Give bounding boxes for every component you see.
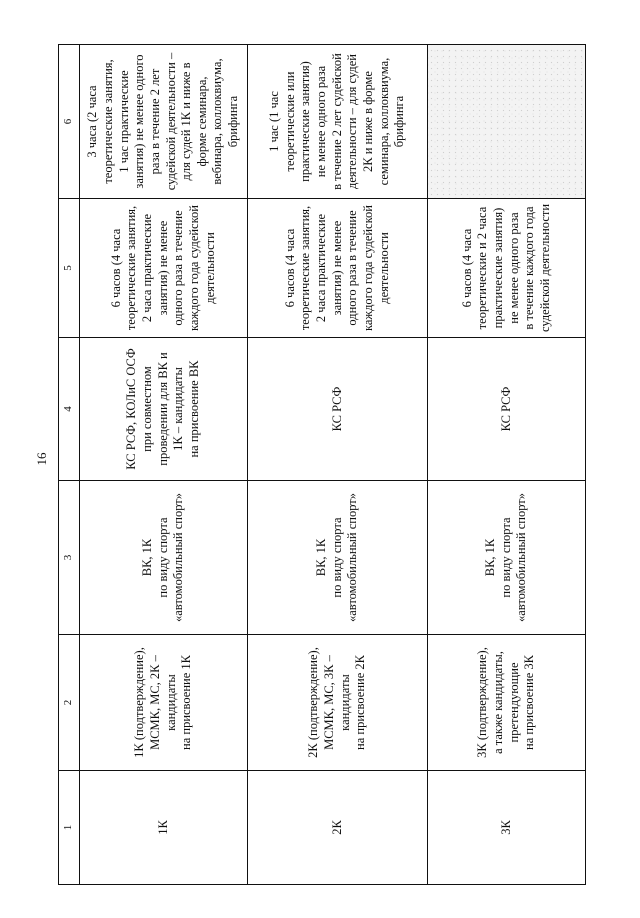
category-cell: 1К [80, 771, 248, 885]
hours-cell: 6 часов (4 часа теоретические занятия, 2 часа практические занятия) не менее одного раза в течение каждого года судейской деятельности [80, 199, 248, 338]
column-number-3: 3 [59, 481, 80, 635]
organizer-cell: КС РСФ [428, 338, 586, 481]
judges-training-table [58, 44, 586, 885]
organizer-cell: КС РСФ, КОЛиС ОСФ при совместном проведении для ВК и 1К – кандидаты на присвоение ВК [80, 338, 248, 481]
shaded-empty-cell [428, 45, 586, 199]
category-cell: 2К [248, 771, 428, 885]
table-row [248, 45, 428, 885]
column-number-2: 2 [59, 635, 80, 771]
instructors-cell: ВК, 1К по виду спорта «автомобильный спорт» [428, 481, 586, 635]
participants-cell: 1К (подтверждение), МСМК, МС, 2К – кандидаты на присвоение 1К [80, 635, 248, 771]
organizer-cell: КС РСФ [248, 338, 428, 481]
column-number-5: 5 [59, 199, 80, 338]
instructors-cell: ВК, 1К по виду спорта «автомобильный спорт» [248, 481, 428, 635]
participants-cell: 3К (подтверждение), а также кандидаты, претендующие на присвоение 3К [428, 635, 586, 771]
instructors-cell: ВК, 1К по виду спорта «автомобильный спорт» [80, 481, 248, 635]
header-row [59, 45, 80, 885]
hours-cell: 6 часов (4 часа теоретические занятия, 2 часа практические занятия) не менее одного раза в течение каждого года судейской деятельности [248, 199, 428, 338]
table-row [80, 45, 248, 885]
periodicity-cell: 3 часа (2 часа теоретические занятия, 1 час практические занятия) не менее одного раза в течение 2 лет судейской деятельности – для судей 1К и ниже в форме семинара, вебинара, коллоквиума, брифинга [80, 45, 248, 199]
participants-cell: 2К (подтверждение), МСМК, МС, 3К – кандидаты на присвоение 2К [248, 635, 428, 771]
hours-cell: 6 часов (4 часа теоретические и 2 часа практические занятия) не менее одного раза в течение каждого года судейской деятельности [428, 199, 586, 338]
category-cell: 3К [428, 771, 586, 885]
column-number-1: 1 [59, 771, 80, 885]
rotated-table-container [58, 45, 578, 885]
column-number-4: 4 [59, 338, 80, 481]
column-number-6: 6 [59, 45, 80, 199]
table-row [428, 45, 586, 885]
periodicity-cell: 1 час (1 час теоретические или практические занятия) не менее одного раза в течение 2 лет судейской деятельности – для судей 2К и ниже в форме семинара, коллоквиума, брифинга [248, 45, 428, 199]
